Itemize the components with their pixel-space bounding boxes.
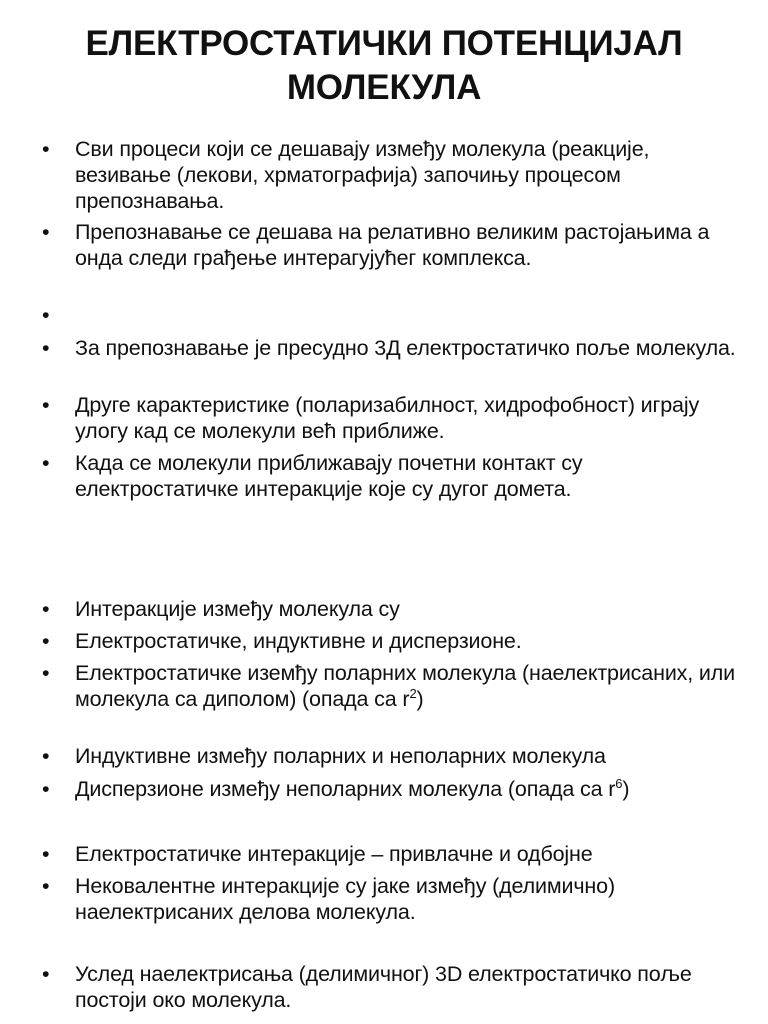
- bullet-item: [42, 335, 742, 361]
- bullet-dot: •: [42, 220, 50, 244]
- bullet-text: Препознавање се дешава на релативно великим растојањима а онда следи грађење интерагујућег комплекса.: [75, 220, 710, 270]
- bullet-text: Сви процеси који се дешавају између молекула (реакције, везивање (лекови, хрматографија) започињу процесом препознавања.: [75, 137, 650, 213]
- bullet-dot: •: [42, 777, 50, 801]
- bullet-dot: •: [42, 336, 50, 360]
- bullet-text: [75, 776, 742, 802]
- bullet-item: [42, 961, 742, 1013]
- title-line-1: ЕЛЕКТРОСТАТИЧКИ ПОТЕНЦИЈАЛ: [85, 24, 683, 63]
- bullet-item: [42, 660, 742, 712]
- bullet-item: [42, 596, 742, 622]
- bullet-item: [42, 136, 742, 214]
- bullet-item: [42, 392, 742, 444]
- bullet-dot: •: [42, 874, 50, 898]
- bullet-text: Електростатичке интеракције – привлачне и одбојне: [75, 842, 593, 866]
- bullet-dot: •: [42, 137, 50, 161]
- bullet-dot: •: [42, 962, 50, 986]
- bullet-text: Друге карактеристике (поларизабилност, хидрофобност) играју улогу кад се молекули већ приближе.: [75, 393, 700, 443]
- bullet-item: [42, 841, 742, 867]
- bullet-text-main: Електростатичке иземђу поларних молекула (наелектрисаних, или молекула са диполом) (опада са r: [75, 661, 736, 711]
- slide-title: [0, 22, 768, 110]
- bullet-text: Интеракције између молекула су: [75, 597, 400, 621]
- bullet-text-after: ): [416, 687, 424, 711]
- title-line-2: МОЛЕКУЛА: [286, 68, 482, 107]
- bullet-item: [42, 628, 742, 654]
- bullet-item: [42, 450, 742, 502]
- bullet-dot: •: [42, 744, 50, 768]
- exponent: 6: [615, 776, 623, 791]
- bullet-text: За препознавање је пресудно 3Д електростатичко поље молекула.: [75, 336, 736, 360]
- bullet-dot: •: [42, 303, 50, 327]
- bullet-text: Електростатичке, индуктивне и дисперзионе.: [75, 629, 522, 653]
- bullet-dot: •: [42, 597, 50, 621]
- bullet-text-main: Дисперзионе између неполарних молекула (опада са r: [75, 777, 616, 801]
- bullet-item: [42, 873, 742, 925]
- bullet-dot: •: [42, 661, 50, 685]
- exponent: 2: [409, 686, 417, 701]
- bullet-item: [42, 743, 742, 769]
- bullet-dot: •: [42, 393, 50, 417]
- bullet-item: [42, 219, 742, 271]
- bullet-text: Када се молекули приближавају почетни контакт су електростатичке интеракције које су дугог домета.: [75, 451, 583, 501]
- bullet-text: Нековалентне интеракције су јаке између (делимично) наелектрисаних делова молекула.: [75, 874, 615, 924]
- bullet-text-after: ): [622, 777, 630, 801]
- bullet-text: Индуктивне између поларних и неполарних молекула: [75, 744, 606, 768]
- bullet-text: [75, 660, 742, 712]
- bullet-dot: •: [42, 842, 50, 866]
- bullet-dot: •: [42, 629, 50, 653]
- bullet-text: Услед наелектрисања (делимичног) 3D електростатичко поље постоји око молекула.: [75, 962, 692, 1012]
- bullet-dot: •: [42, 451, 50, 475]
- bullet-item: [42, 776, 742, 802]
